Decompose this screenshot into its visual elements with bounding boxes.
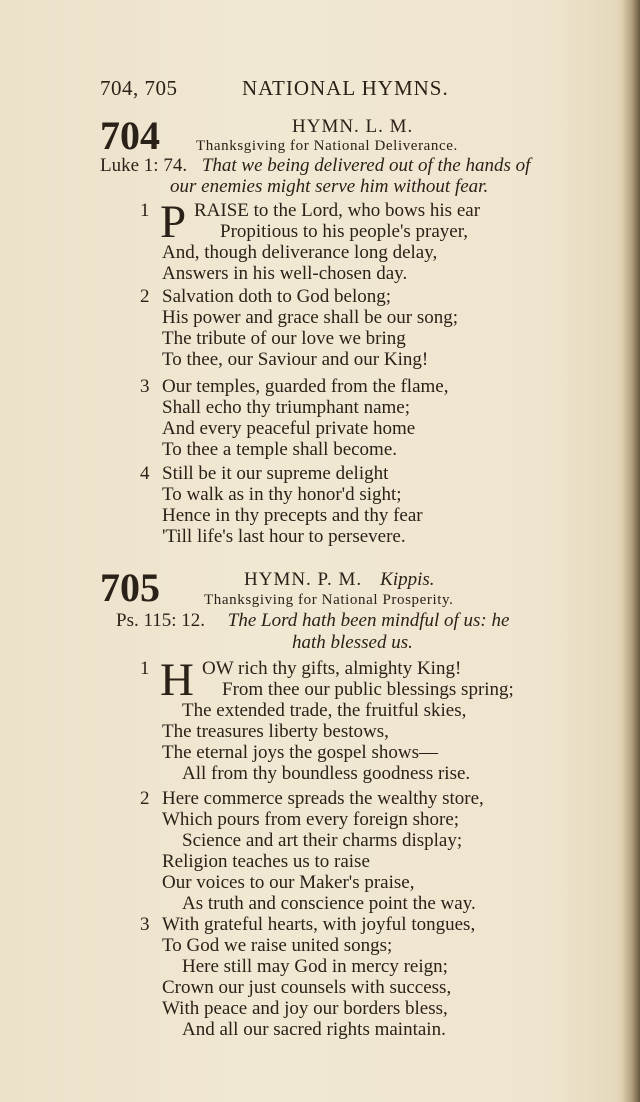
verse-line: Shall echo thy triumphant name; — [162, 397, 411, 418]
hymn-705-scripture-ref: Ps. 115: 12. — [116, 610, 206, 631]
hymn-704-number: 704 — [100, 113, 160, 158]
hymn-705-scripture-text-2: hath blessed us. — [292, 632, 413, 653]
verse-line: The eternal joys the gospel shows— — [162, 742, 438, 763]
stanza-number: 4 — [140, 463, 150, 484]
hymn-704-meter: HYMN. L. M. — [292, 116, 414, 137]
verse-line: Salvation doth to God belong; — [162, 286, 392, 307]
hymn-705-stanza-3 — [140, 915, 610, 1041]
hymn-705-stanza-2 — [140, 789, 610, 915]
verse-line: Still be it our supreme delight — [162, 463, 389, 484]
hymn-705-scripture-text-1: The Lord hath been mindful of us: he — [227, 610, 510, 631]
verse-line: 'Till life's last hour to persevere. — [162, 526, 406, 547]
hymn-705-meter: HYMN. P. M. — [244, 569, 363, 590]
hymn-705-scripture — [116, 610, 640, 632]
hymn-705-author: Kippis. — [380, 569, 435, 590]
drop-cap: P — [160, 196, 187, 248]
verse-line: To walk as in thy honor'd sight; — [162, 484, 402, 505]
verse-line: Here commerce spreads the wealthy store, — [162, 788, 484, 809]
hymn-704-scripture-ref: Luke 1: 74. — [100, 155, 188, 176]
hymn-704-scripture — [100, 155, 630, 177]
verse-line: Crown our just counsels with success, — [162, 977, 452, 998]
stanza-number: 1 — [140, 658, 150, 679]
stanza-number: 1 — [140, 200, 150, 221]
running-head — [100, 76, 460, 102]
verse-line: Our temples, guarded from the flame, — [162, 376, 449, 397]
verse-line: Answers in his well-chosen day. — [162, 263, 408, 284]
verse-line: Our voices to our Maker's praise, — [162, 872, 415, 893]
verse-line: And, though deliverance long delay, — [162, 242, 438, 263]
verse-line: Here still may God in mercy reign; — [182, 956, 448, 977]
verse-line: With peace and joy our borders bless, — [162, 998, 448, 1019]
hymn-704-stanza-4 — [140, 464, 610, 548]
verse-line: All from thy boundless goodness rise. — [182, 763, 471, 784]
hymn-704-stanza-3 — [140, 377, 610, 461]
verse-line: To thee, our Saviour and our King! — [162, 349, 429, 370]
verse-line: RAISE to the Lord, who bows his ear — [194, 200, 481, 221]
stanza-number: 2 — [140, 788, 150, 809]
stanza-number: 2 — [140, 286, 150, 307]
verse-line: Which pours from every foreign shore; — [162, 809, 460, 830]
verse-line: His power and grace shall be our song; — [162, 307, 459, 328]
verse-line: The extended trade, the fruitful skies, — [182, 700, 467, 721]
verse-line: The tribute of our love we bring — [162, 328, 406, 349]
stanza-number: 3 — [140, 376, 150, 397]
verse-line: OW rich thy gifts, almighty King! — [202, 658, 462, 679]
verse-line: Propitious to his people's prayer, — [220, 221, 469, 242]
hymn-704-stanza-2 — [140, 287, 610, 371]
hymn-704-title — [292, 116, 413, 138]
hymn-705-number: 705 — [100, 565, 160, 610]
hymn-704-occasion: Thanksgiving for National Deliverance. — [196, 138, 458, 154]
hymn-705-occasion: Thanksgiving for National Prosperity. — [204, 592, 454, 608]
verse-line: And all our sacred rights maintain. — [182, 1019, 446, 1040]
verse-line: And every peaceful private home — [162, 418, 416, 439]
hymn-704-stanza-1 — [140, 196, 610, 285]
verse-line: Religion teaches us to raise — [162, 851, 370, 872]
verse-line: As truth and conscience point the way. — [182, 893, 476, 914]
hymn-704-scripture-cont — [170, 176, 640, 198]
verse-line: Science and art their charms display; — [182, 830, 463, 851]
verse-line: To thee a temple shall become. — [162, 439, 398, 460]
verse-line: With grateful hearts, with joyful tongues, — [162, 914, 476, 935]
verse-line: The treasures liberty bestows, — [162, 721, 389, 742]
hymn-704-scripture-text-1: That we being delivered out of the hands of — [201, 155, 531, 176]
verse-line: From thee our public blessings spring; — [222, 679, 514, 700]
hymn-705-stanza-1 — [140, 654, 610, 785]
drop-cap: H — [160, 654, 194, 706]
verse-line: To God we raise united songs; — [162, 935, 393, 956]
hymn-705-scripture-cont — [292, 632, 640, 654]
verse-line: Hence in thy precepts and thy fear — [162, 505, 423, 526]
hymn-705-title — [244, 569, 435, 591]
hymn-704-scripture-text-2: our enemies might serve him without fear. — [170, 176, 489, 197]
stanza-number: 3 — [140, 914, 150, 935]
page-numbers: 704, 705 — [100, 76, 178, 100]
section-title: NATIONAL HYMNS. — [242, 76, 449, 100]
